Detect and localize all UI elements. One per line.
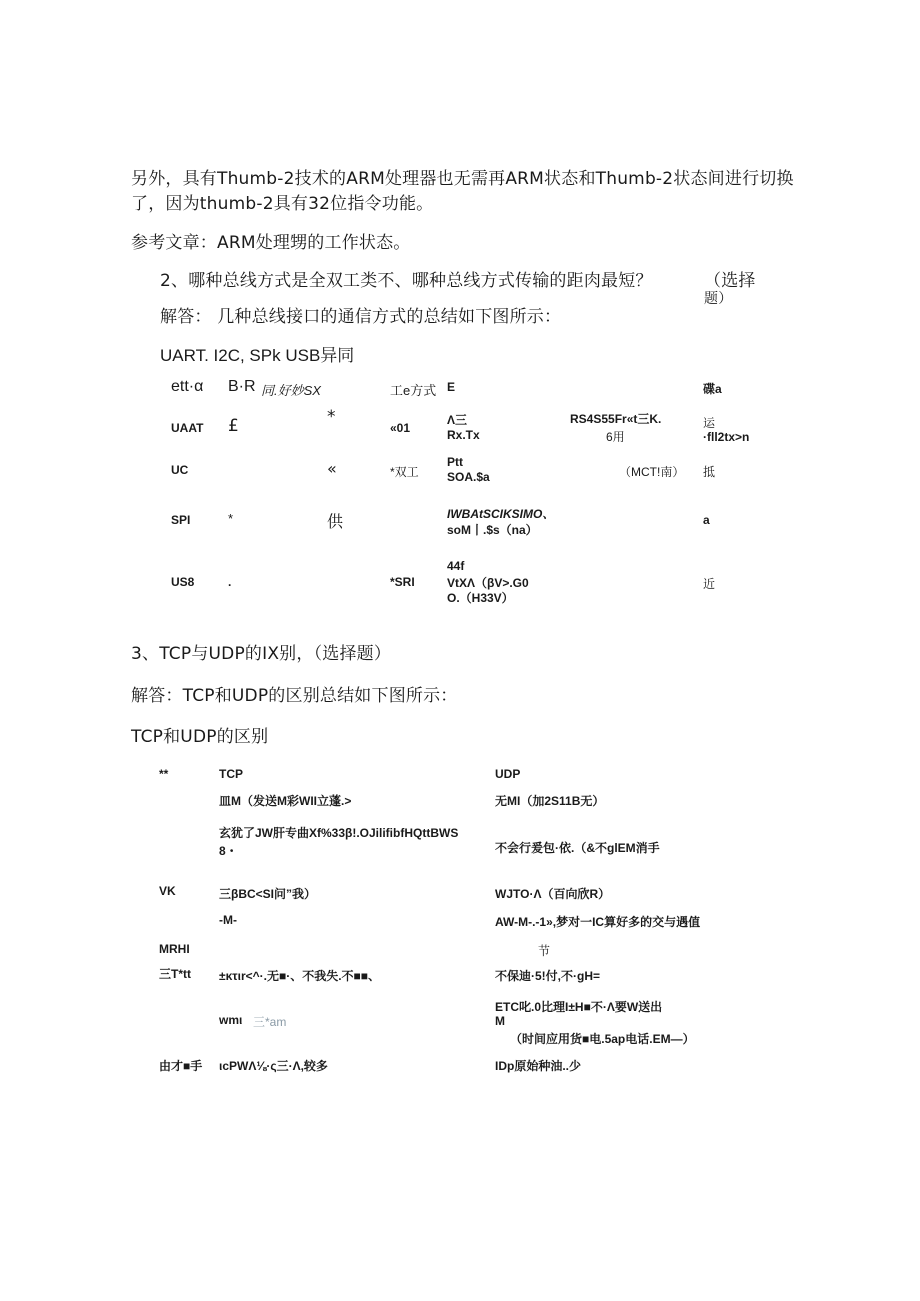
tcp-row-8-tcp: ιcPWΛ⅛·ς三·Λ,较多 bbox=[219, 1059, 328, 1073]
bus-row-usb-c5b: VtXΛ（βV>.G0 bbox=[447, 576, 529, 590]
bus-row-spi-c5a: IWBAtSCIKSIMO、 bbox=[447, 507, 555, 521]
bus-header-3: 同.好妙SX bbox=[261, 383, 321, 398]
tcp-row-3-udp: WJTO·Λ（百向欣R） bbox=[495, 887, 611, 901]
bus-table-title: UART. I2C, SPk USB异同 bbox=[160, 346, 355, 365]
tcp-row-2-tcp-a: 玄犹了JW肝专曲Xf%33β!.OJilifibfHQttBWS bbox=[219, 826, 459, 840]
tcp-row-8-label: 由才■手 bbox=[159, 1059, 203, 1073]
bus-header-4: 工e方式 bbox=[390, 383, 437, 398]
question-3-answer: 解答：TCP和UDP的区别总结如下图所示： bbox=[131, 686, 458, 706]
tcp-header-3: UDP bbox=[495, 767, 521, 781]
bus-row-i2c-c5b: SOA.$a bbox=[447, 470, 490, 484]
tcp-row-4-udp: AW-M-.-1»,梦对一IC算好多的交与遇值 bbox=[495, 915, 701, 929]
paragraph-line-2: 了，因为thumb-2具有32位指令功能。 bbox=[131, 194, 434, 214]
bus-row-uart-c5b: Rx.Tx bbox=[447, 428, 480, 442]
tcp-header-2: TCP bbox=[219, 767, 243, 781]
tcp-table-title: TCP和UDP的区别 bbox=[131, 727, 269, 747]
question-3: 3、TCP与UDP的IX别，（选择题） bbox=[131, 644, 392, 664]
bus-row-uart-c3: * bbox=[327, 407, 336, 427]
tcp-row-5-label: MRHI bbox=[159, 942, 190, 956]
tcp-row-8-udp: IDp原始种油..少 bbox=[495, 1059, 581, 1073]
tcp-row-3-label: VK bbox=[159, 884, 176, 898]
tcp-row-2-udp: 不会行爰包·依.（&不glEM消手 bbox=[495, 841, 660, 855]
bus-row-spi-c2: * bbox=[228, 511, 234, 526]
bus-row-i2c-name: UC bbox=[171, 463, 189, 477]
tcp-row-7-tcp-a: wmι bbox=[219, 1013, 243, 1027]
bus-row-uart-c4: «01 bbox=[390, 421, 411, 435]
tcp-row-3-tcp: 三βBC<SI问”我） bbox=[219, 887, 317, 901]
tcp-row-6-tcp: ±κτιr<^·.无■·、不我失.不■■、 bbox=[219, 969, 381, 983]
bus-row-usb-name: US8 bbox=[171, 575, 195, 589]
bus-row-i2c-c6: （MCT!南） bbox=[619, 465, 685, 479]
tcp-row-7-udp-b: M bbox=[495, 1014, 505, 1028]
tcp-row-6-label: 三T*tt bbox=[159, 967, 191, 981]
tcp-row-1-udp: 无MI（加2S11B无） bbox=[495, 794, 605, 808]
bus-row-spi-c3: 供 bbox=[327, 512, 344, 531]
tcp-row-7-udp-a: ETC叱.0比理I±H■不·Λ要W送出 bbox=[495, 1000, 663, 1014]
tcp-row-1-tcp: 皿M（发送M彩WII立蓬.> bbox=[219, 794, 352, 808]
bus-row-usb-c4: *SRI bbox=[390, 575, 415, 589]
bus-row-uart-c2: £ bbox=[228, 416, 239, 436]
tcp-row-2-tcp-b: 8・ bbox=[219, 844, 238, 858]
bus-row-usb-c5a: 44f bbox=[447, 559, 465, 573]
paragraph-line-1: 另外，具有Thumb-2技术的ARM处理器也无需再ARM状态和Thumb-2状态间进行切换 bbox=[131, 169, 794, 189]
bus-row-usb-c7: 近 bbox=[703, 577, 716, 591]
bus-row-usb-c5c: O.（H33V） bbox=[447, 591, 514, 605]
reference-line: 参考文章：ARM处理甥的工作状态。 bbox=[131, 233, 411, 253]
bus-header-5: E bbox=[447, 380, 456, 394]
bus-header-2: B·R bbox=[228, 378, 256, 395]
bus-header-1: ett·α bbox=[171, 378, 204, 395]
tcp-row-7-tcp-b: 三*am bbox=[253, 1015, 287, 1029]
bus-row-uart-c6a: RS4S55Fr«t三K. bbox=[570, 412, 662, 426]
question-2-tag: （选择 bbox=[704, 271, 756, 291]
bus-row-uart-c7b: ·fll2tx>n bbox=[703, 430, 750, 444]
question-2: 2、哪种总线方式是全双工类不、哪种总线方式传输的距肉最短？ bbox=[160, 271, 653, 291]
bus-row-uart-c7a: 运 bbox=[703, 416, 716, 430]
bus-row-i2c-c5a: Ptt bbox=[447, 455, 463, 469]
bus-row-uart-c5a: Λ三 bbox=[447, 413, 468, 427]
bus-header-6: 碟a bbox=[703, 382, 722, 396]
tcp-row-6-udp: 不保迪·5!付,不·gH= bbox=[495, 969, 601, 983]
bus-row-i2c-c3: « bbox=[327, 459, 337, 478]
bus-row-i2c-c4: *双工 bbox=[390, 465, 419, 479]
bus-row-usb-c2: . bbox=[228, 575, 232, 589]
bus-row-i2c-c7: 抵 bbox=[703, 465, 716, 479]
bus-row-uart-c6b: 6用 bbox=[606, 430, 625, 444]
tcp-row-7-udp-c: （时间应用货■电.5ap电话.EM—） bbox=[510, 1032, 695, 1046]
question-2-tag-cut: 题） bbox=[704, 291, 733, 307]
question-2-answer: 解答： 几种总线接口的通信方式的总结如下图所示： bbox=[160, 307, 562, 327]
bus-row-uart-name: UAAT bbox=[171, 421, 204, 435]
bus-row-spi-c7: a bbox=[703, 513, 710, 527]
bus-row-spi-c5b: soM丨.$s（na） bbox=[447, 523, 538, 537]
tcp-row-4-tcp: -M- bbox=[219, 913, 237, 927]
tcp-header-1: ** bbox=[159, 767, 169, 781]
tcp-row-5-udp: 节 bbox=[538, 944, 551, 958]
bus-row-spi-name: SPI bbox=[171, 513, 191, 527]
